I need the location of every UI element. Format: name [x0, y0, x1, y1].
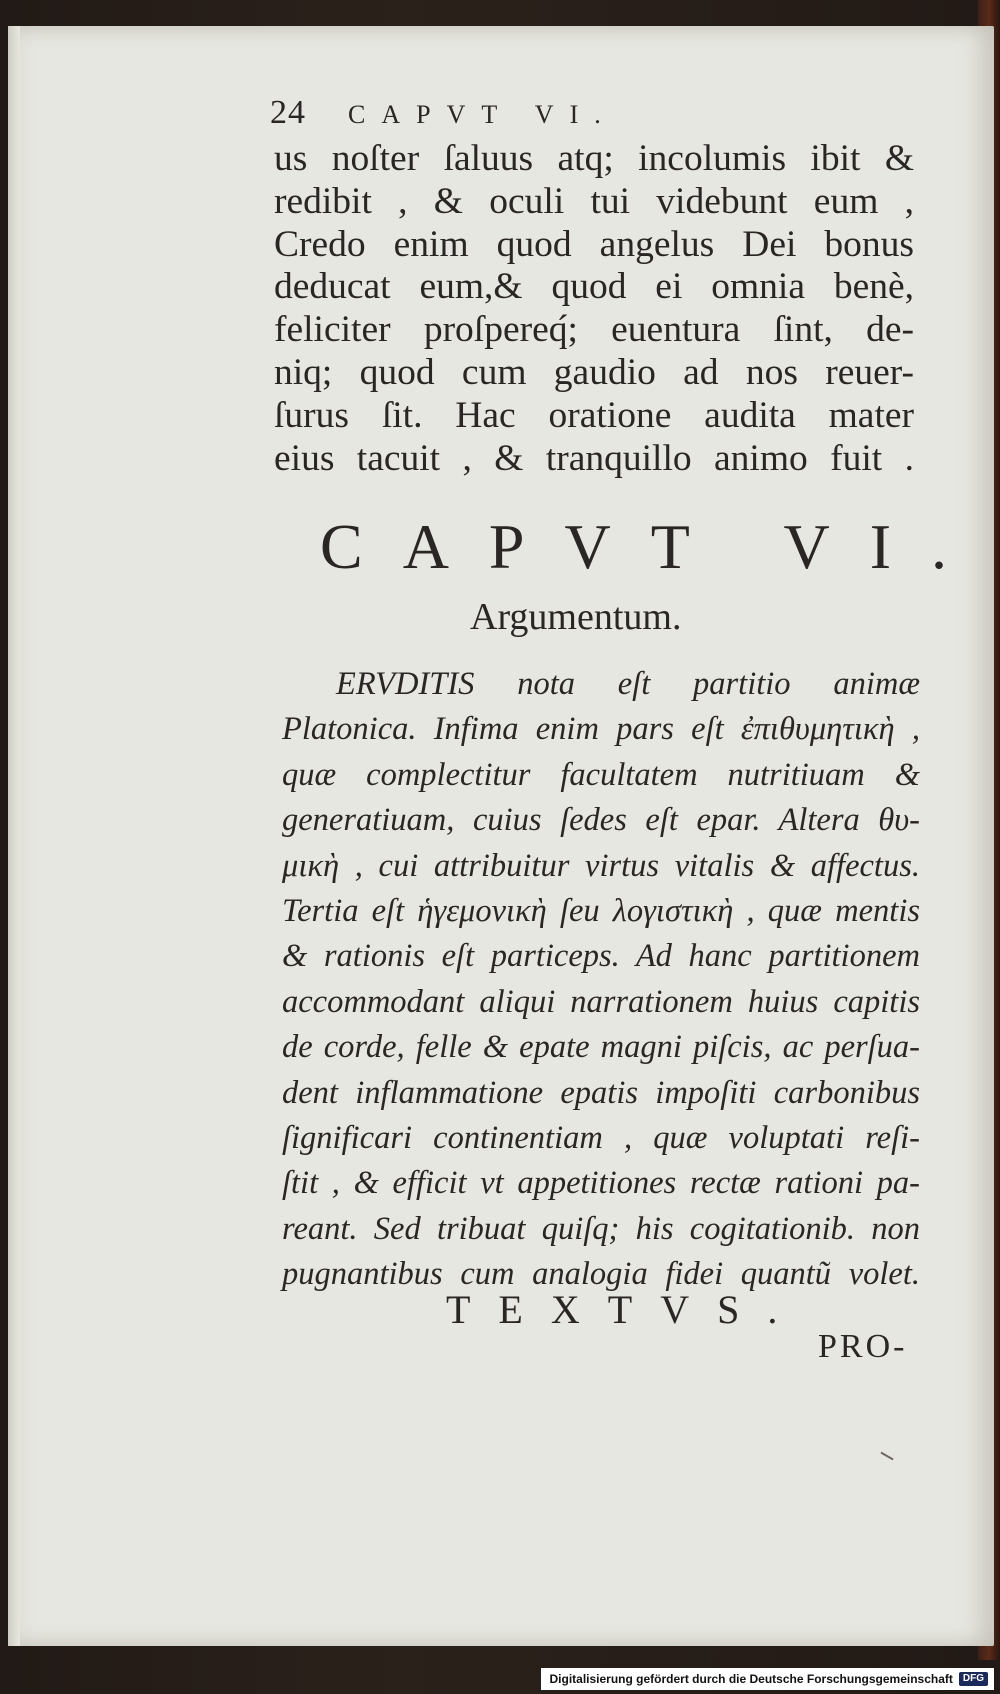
argument-line: reant. Sed tribuat quiſq; his cogitationib. non [282, 1210, 920, 1247]
page-number: 24 [270, 94, 306, 131]
argument-line: ERVDITIS nota eſt partitio animæ [336, 666, 920, 702]
argument-line: ſtit , & efficit vt appetitiones rectæ rationi pa- [282, 1165, 920, 1202]
textus-heading: TEXTVS. [446, 1287, 806, 1332]
argument-text [282, 662, 920, 1298]
body-line: feliciter proſpereq́; euentura ſint, de- [274, 309, 914, 351]
body-line: Credo enim quod angelus Dei bonus [274, 223, 914, 265]
body-text [274, 138, 914, 480]
body-line: ſurus ſit. Hac oratione audita mater [274, 394, 914, 436]
argument-line: & rationis eſt particeps. Ad hanc partitionem [282, 938, 920, 975]
argument-heading: Argumentum. [470, 596, 682, 638]
gutter-shade [8, 26, 20, 1646]
running-title: CAPVT VI. [348, 100, 617, 129]
argument-line: de corde, felle & epate magni piſcis, ac perſua- [282, 1029, 920, 1066]
argument-line: dent inflammatione epatis impoſiti carbonibus [282, 1074, 920, 1111]
running-header [270, 94, 617, 132]
body-line: deducat eum,& quod ei omnia benè, [274, 266, 914, 308]
argument-line: Platonica. Infima enim pars eſt ἐπιθυμητικὴ , [282, 711, 920, 748]
catchword: PRO- [818, 1328, 908, 1365]
body-line: niq; quod cum gaudio ad nos reuer- [274, 351, 914, 393]
argument-line: pugnantibus cum analogia fidei quantũ volet. [282, 1256, 920, 1293]
argument-line: generatiuam, cuius ſedes eſt epar. Altera θυ- [282, 802, 920, 839]
argument-line: ſignificari continentiam , quæ voluptati reſi- [282, 1120, 920, 1157]
argument-line: quæ complectitur facultatem nutritiuam & [282, 756, 920, 793]
body-line: eius tacuit , & tranquillo animo fuit . [274, 437, 914, 479]
argument-line: μικὴ , cui attribuitur virtus vitalis & affectus. [282, 847, 920, 884]
argument-line: accommodant aliqui narrationem huius capitis [282, 983, 920, 1020]
dfg-logo-icon: DFG [959, 1672, 988, 1686]
body-line: us noſter ſaluus atq; incolumis ibit & [274, 138, 914, 179]
chapter-title: CAPVT VI. [320, 511, 988, 582]
footer-credit: Digitalisierung gefördert durch die Deutsche Forschungsgemeinschaft [549, 1672, 953, 1686]
body-line: redibit , & oculi tui videbunt eum , [274, 180, 914, 222]
argument-line: Tertia eſt ἡγεμονικὴ ſeu λογιστικὴ , quæ mentis [282, 893, 920, 930]
digitization-footer [541, 1668, 994, 1690]
